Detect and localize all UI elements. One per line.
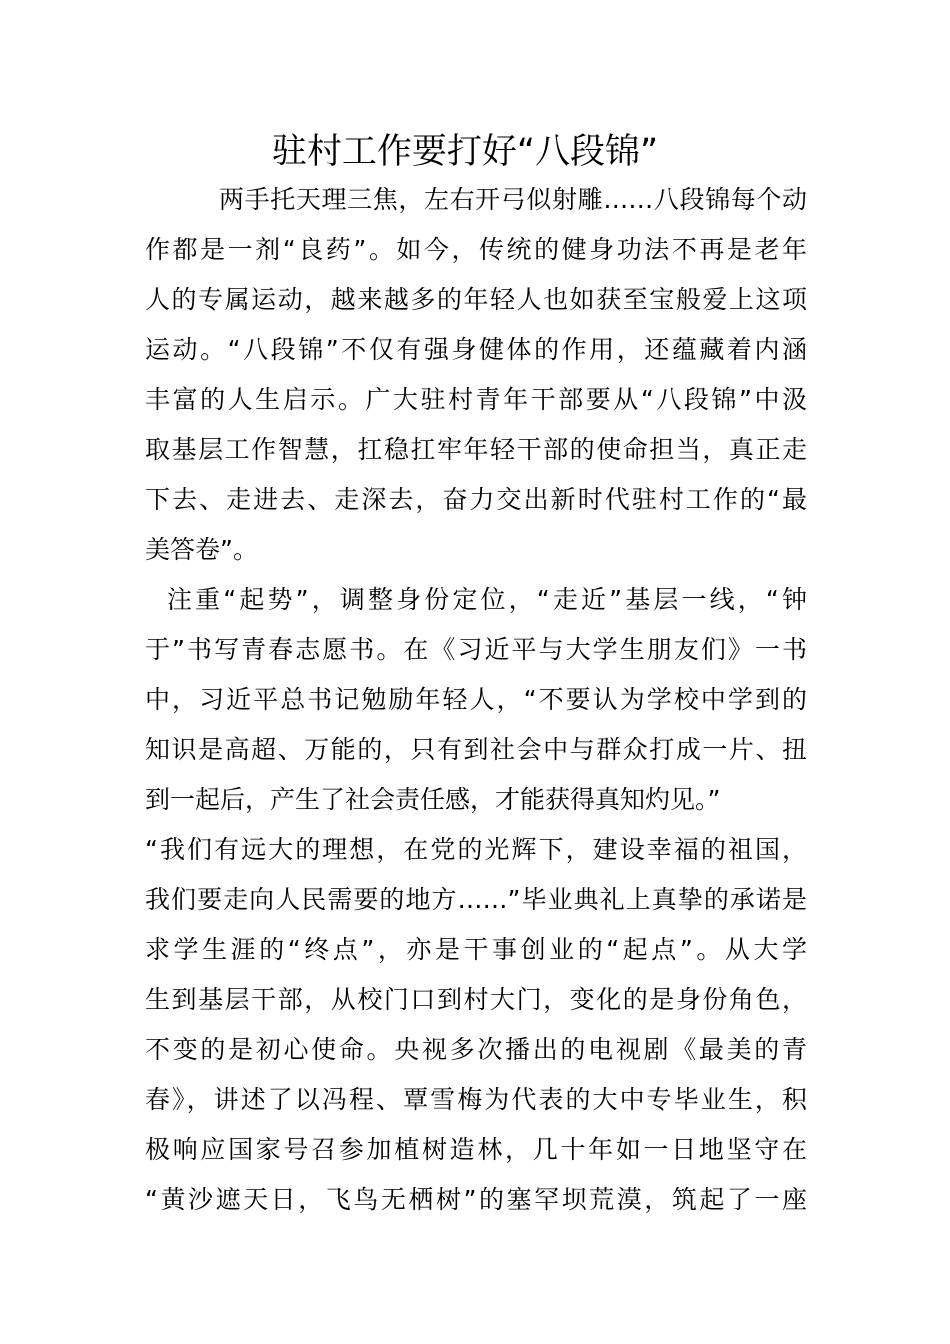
paragraph-line: 人的专属运动，越来越多的年轻人也如获至宝般爱上这项 xyxy=(145,285,807,314)
paragraph-line: “我们有远大的理想，在党的光辉下，建设幸福的祖国， xyxy=(145,835,807,864)
paragraph-line: 运动。“八段锦”不仅有强身健体的作用，还蕴藏着内涵 xyxy=(145,335,807,364)
paragraph-line: 美答卷”。 xyxy=(145,535,258,564)
paragraph-line: 求学生涯的“终点”，亦是干事创业的“起点”。从大学 xyxy=(145,935,807,964)
paragraph-line: 我们要走向人民需要的地方……”毕业典礼上真挚的承诺是 xyxy=(145,885,807,914)
paragraph-line: 不变的是初心使命。央视多次播出的电视剧《最美的青 xyxy=(145,1035,807,1064)
paragraph-line: 于”书写青春志愿书。在《习近平与大学生朋友们》一书 xyxy=(145,635,807,664)
document-body xyxy=(145,175,807,1225)
paragraph-line: 生到基层干部，从校门口到村大门，变化的是身份角色， xyxy=(145,985,807,1014)
paragraph-line: 作都是一剂“良药”。如今，传统的健身功法不再是老年 xyxy=(145,235,807,264)
paragraph-line: 极响应国家号召参加植树造林，几十年如一日地坚守在 xyxy=(145,1135,807,1164)
paragraph-line: 丰富的人生启示。广大驻村青年干部要从“八段锦”中汲 xyxy=(145,385,807,414)
paragraph-line: 知识是高超、万能的，只有到社会中与群众打成一片、扭 xyxy=(145,735,807,764)
paragraph-line: 中，习近平总书记勉励年轻人，“不要认为学校中学到的 xyxy=(145,685,807,714)
paragraph-line: 取基层工作智慧，扛稳扛牢年轻干部的使命担当，真正走 xyxy=(145,435,807,464)
paragraph-line: 到一起后，产生了社会责任感，才能获得真知灼见。” xyxy=(145,785,721,814)
document-title: 驻村工作要打好“八段锦” xyxy=(271,132,659,172)
paragraph-line: 两手托天理三焦，左右开弓似射雕……八段锦每个动 xyxy=(219,185,807,214)
paragraph-line: “黄沙遮天日，飞鸟无栖树”的塞罕坝荒漠，筑起了一座 xyxy=(145,1185,807,1214)
paragraph-line: 春》，讲述了以冯程、覃雪梅为代表的大中专毕业生，积 xyxy=(145,1085,807,1114)
paragraph-line: 下去、走进去、走深去，奋力交出新时代驻村工作的“最 xyxy=(145,485,807,514)
paragraph-line: 注重“起势”，调整身份定位，“走近”基层一线，“钟 xyxy=(167,585,807,614)
